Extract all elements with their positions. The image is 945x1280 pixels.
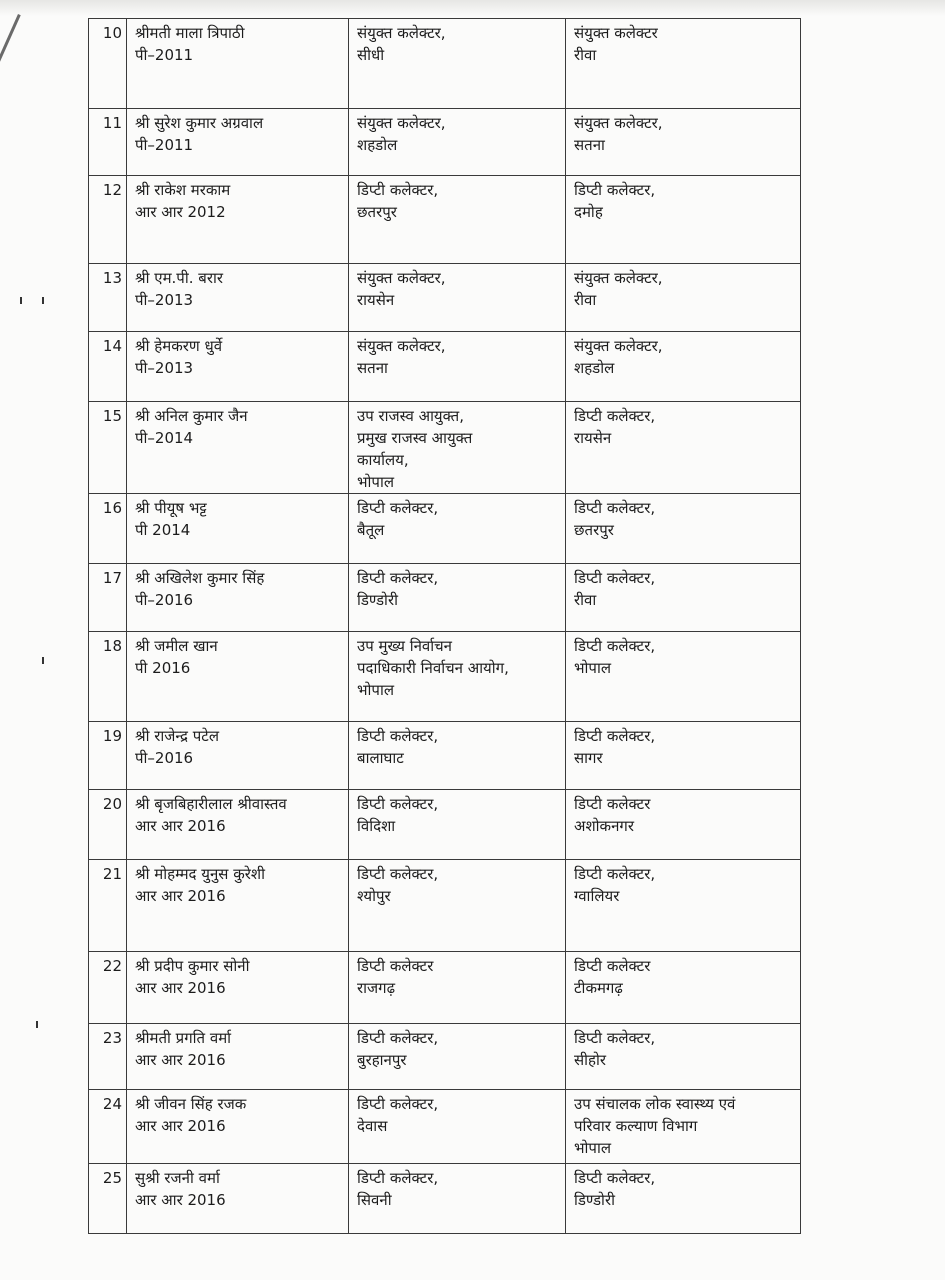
new-posting-cell [566, 494, 801, 564]
serial-number-cell: 22 [89, 952, 127, 1024]
current-posting-line: संयुक्त कलेक्टर, [357, 24, 446, 42]
current-posting-line: संयुक्त कलेक्टर, [357, 269, 446, 287]
current-posting-line: डिप्टी कलेक्टर, [357, 865, 439, 883]
new-posting-line: सीहोर [574, 1051, 607, 1069]
new-posting-line: डिप्टी कलेक्टर, [574, 1029, 656, 1047]
new-posting-cell [566, 1164, 801, 1234]
new-posting-cell [566, 1090, 801, 1164]
current-posting-cell [349, 176, 566, 264]
table-row [89, 402, 801, 494]
new-posting-line: रीवा [574, 291, 597, 309]
page-edge-shadow [0, 0, 945, 16]
table-row [89, 722, 801, 790]
serial-number-cell: 24 [89, 1090, 127, 1164]
new-posting-line: डिप्टी कलेक्टर, [574, 865, 656, 883]
table-row [89, 332, 801, 402]
table-row [89, 494, 801, 564]
new-posting-cell [566, 109, 801, 176]
officer-name: श्री राकेश मरकाम [135, 181, 231, 199]
transfer-table-body [89, 19, 801, 1234]
officer-name: श्री अखिलेश कुमार सिंह [135, 569, 265, 587]
margin-speck [42, 657, 44, 664]
serial-number-cell: 20 [89, 790, 127, 860]
margin-speck [42, 297, 44, 304]
current-posting-line: उप राजस्व आयुक्त, [357, 407, 464, 425]
new-posting-line: संयुक्त कलेक्टर [574, 24, 658, 42]
new-posting-cell [566, 402, 801, 494]
officer-name: श्री मोहम्मद युनुस कुरेशी [135, 865, 265, 883]
current-posting-line: छतरपुर [357, 203, 397, 221]
current-posting-line: सिवनी [357, 1191, 392, 1209]
new-posting-cell [566, 632, 801, 722]
current-posting-cell [349, 332, 566, 402]
officer-batch: आर आर 2016 [135, 1191, 226, 1209]
new-posting-line: डिप्टी कलेक्टर, [574, 499, 656, 517]
serial-number-cell: 18 [89, 632, 127, 722]
officer-batch: आर आर 2016 [135, 1117, 226, 1135]
current-posting-line: बालाघाट [357, 749, 404, 767]
officer-name: श्री जमील खान [135, 637, 218, 655]
new-posting-line: अशोकनगर [574, 817, 634, 835]
current-posting-cell [349, 952, 566, 1024]
new-posting-line: डिप्टी कलेक्टर, [574, 181, 656, 199]
table-row [89, 632, 801, 722]
current-posting-line: डिप्टी कलेक्टर, [357, 795, 439, 813]
table-row [89, 952, 801, 1024]
officer-cell [127, 1164, 349, 1234]
table-row [89, 1164, 801, 1234]
current-posting-cell [349, 402, 566, 494]
current-posting-line: डिप्टी कलेक्टर, [357, 1095, 439, 1113]
serial-number-cell: 19 [89, 722, 127, 790]
paper-fold-mark [0, 14, 21, 97]
new-posting-line: ग्वालियर [574, 887, 620, 905]
current-posting-cell [349, 264, 566, 332]
new-posting-cell [566, 860, 801, 952]
officer-batch: पी 2016 [135, 659, 191, 677]
current-posting-line: बुरहानपुर [357, 1051, 407, 1069]
new-posting-line: संयुक्त कलेक्टर, [574, 114, 663, 132]
officer-cell [127, 1024, 349, 1090]
current-posting-cell [349, 1164, 566, 1234]
new-posting-line: डिप्टी कलेक्टर, [574, 407, 656, 425]
new-posting-cell [566, 790, 801, 860]
current-posting-cell [349, 722, 566, 790]
current-posting-cell [349, 19, 566, 109]
current-posting-line: डिप्टी कलेक्टर, [357, 1029, 439, 1047]
officer-name: श्री हेमकरण धुर्वे [135, 337, 223, 355]
new-posting-line: डिप्टी कलेक्टर, [574, 569, 656, 587]
new-posting-cell [566, 264, 801, 332]
officer-cell [127, 402, 349, 494]
current-posting-line: सतना [357, 359, 388, 377]
serial-number-cell: 25 [89, 1164, 127, 1234]
table-row [89, 860, 801, 952]
new-posting-cell [566, 176, 801, 264]
table-row [89, 1024, 801, 1090]
officer-batch: आर आर 2016 [135, 887, 226, 905]
new-posting-cell [566, 564, 801, 632]
current-posting-line: भोपाल [357, 681, 395, 699]
officer-name: श्री सुरेश कुमार अग्रवाल [135, 114, 264, 132]
current-posting-cell [349, 1024, 566, 1090]
serial-number-cell: 21 [89, 860, 127, 952]
officer-batch: आर आर 2016 [135, 1051, 226, 1069]
serial-number-cell: 23 [89, 1024, 127, 1090]
serial-number-cell: 16 [89, 494, 127, 564]
officer-batch: पी–2011 [135, 136, 194, 154]
current-posting-line: उप मुख्य निर्वाचन [357, 637, 453, 655]
current-posting-line: भोपाल [357, 473, 395, 491]
officer-cell [127, 494, 349, 564]
new-posting-line: डिण्डोरी [574, 1191, 615, 1209]
new-posting-line: उप संचालक लोक स्वास्थ्य एवं [574, 1095, 736, 1113]
officer-batch: पी 2014 [135, 521, 191, 539]
new-posting-cell [566, 952, 801, 1024]
current-posting-line: देवास [357, 1117, 388, 1135]
new-posting-line: डिप्टी कलेक्टर, [574, 727, 656, 745]
current-posting-line: डिप्टी कलेक्टर [357, 957, 434, 975]
officer-batch: पी–2016 [135, 591, 194, 609]
serial-number-cell: 17 [89, 564, 127, 632]
serial-number-cell: 14 [89, 332, 127, 402]
current-posting-cell [349, 632, 566, 722]
current-posting-line: शहडोल [357, 136, 398, 154]
officer-cell [127, 109, 349, 176]
officer-batch: आर आर 2016 [135, 979, 226, 997]
serial-number-cell: 15 [89, 402, 127, 494]
current-posting-line: पदाधिकारी निर्वाचन आयोग, [357, 659, 509, 677]
officer-cell [127, 632, 349, 722]
current-posting-line: सीधी [357, 46, 385, 64]
officer-batch: आर आर 2012 [135, 203, 226, 221]
margin-speck [36, 1021, 38, 1028]
officer-cell [127, 264, 349, 332]
officer-name: श्री पीयूष भट्ट [135, 499, 207, 517]
new-posting-cell [566, 1024, 801, 1090]
new-posting-line: संयुक्त कलेक्टर, [574, 337, 663, 355]
new-posting-cell [566, 332, 801, 402]
current-posting-cell [349, 564, 566, 632]
current-posting-line: राजगढ़ [357, 979, 396, 997]
officer-batch: पी–2016 [135, 749, 194, 767]
new-posting-line: भोपाल [574, 1139, 612, 1157]
officer-batch: पी–2014 [135, 429, 194, 447]
table-row [89, 1090, 801, 1164]
officer-cell [127, 19, 349, 109]
officer-cell [127, 790, 349, 860]
current-posting-line: डिप्टी कलेक्टर, [357, 499, 439, 517]
current-posting-cell [349, 109, 566, 176]
new-posting-line: रायसेन [574, 429, 612, 447]
officer-batch: आर आर 2016 [135, 817, 226, 835]
new-posting-line: शहडोल [574, 359, 615, 377]
table-row [89, 176, 801, 264]
officer-cell [127, 722, 349, 790]
current-posting-line: संयुक्त कलेक्टर, [357, 114, 446, 132]
serial-number-cell: 12 [89, 176, 127, 264]
new-posting-line: सतना [574, 136, 605, 154]
current-posting-line: डिप्टी कलेक्टर, [357, 1169, 439, 1187]
current-posting-cell [349, 790, 566, 860]
table-row [89, 564, 801, 632]
officer-batch: पी–2011 [135, 46, 194, 64]
current-posting-line: बैतूल [357, 521, 385, 539]
margin-speck [20, 297, 22, 304]
current-posting-line: कार्यालय, [357, 451, 409, 469]
new-posting-line: छतरपुर [574, 521, 614, 539]
serial-number-cell: 10 [89, 19, 127, 109]
officer-name: श्री अनिल कुमार जैन [135, 407, 248, 425]
current-posting-line: डिप्टी कलेक्टर, [357, 181, 439, 199]
new-posting-line: डिप्टी कलेक्टर [574, 795, 651, 813]
current-posting-cell [349, 1090, 566, 1164]
new-posting-line: दमोह [574, 203, 603, 221]
new-posting-line: टीकमगढ़ [574, 979, 623, 997]
transfer-table [88, 18, 801, 1234]
new-posting-line: डिप्टी कलेक्टर, [574, 1169, 656, 1187]
new-posting-line: भोपाल [574, 659, 612, 677]
officer-cell [127, 332, 349, 402]
new-posting-cell [566, 722, 801, 790]
officer-name: श्री जीवन सिंह रजक [135, 1095, 247, 1113]
officer-cell [127, 860, 349, 952]
current-posting-line: संयुक्त कलेक्टर, [357, 337, 446, 355]
officer-cell [127, 176, 349, 264]
new-posting-line: रीवा [574, 46, 597, 64]
table-row [89, 19, 801, 109]
new-posting-line: सागर [574, 749, 603, 767]
officer-batch: पी–2013 [135, 359, 194, 377]
new-posting-line: रीवा [574, 591, 597, 609]
current-posting-cell [349, 494, 566, 564]
officer-name: श्रीमती माला त्रिपाठी [135, 24, 245, 42]
officer-batch: पी–2013 [135, 291, 194, 309]
officer-name: श्री प्रदीप कुमार सोनी [135, 957, 250, 975]
current-posting-line: डिप्टी कलेक्टर, [357, 569, 439, 587]
current-posting-line: डिण्डोरी [357, 591, 398, 609]
serial-number-cell: 11 [89, 109, 127, 176]
table-row [89, 264, 801, 332]
current-posting-line: विदिशा [357, 817, 396, 835]
new-posting-line: परिवार कल्याण विभाग [574, 1117, 698, 1135]
serial-number-cell: 13 [89, 264, 127, 332]
officer-name: श्री एम.पी. बरार [135, 269, 223, 287]
new-posting-line: संयुक्त कलेक्टर, [574, 269, 663, 287]
new-posting-line: डिप्टी कलेक्टर, [574, 637, 656, 655]
officer-name: सुश्री रजनी वर्मा [135, 1169, 220, 1187]
table-row [89, 109, 801, 176]
officer-cell [127, 1090, 349, 1164]
current-posting-line: श्योपुर [357, 887, 391, 905]
officer-cell [127, 952, 349, 1024]
officer-cell [127, 564, 349, 632]
new-posting-line: डिप्टी कलेक्टर [574, 957, 651, 975]
officer-name: श्री राजेन्द्र पटेल [135, 727, 220, 745]
table-row [89, 790, 801, 860]
current-posting-line: डिप्टी कलेक्टर, [357, 727, 439, 745]
current-posting-cell [349, 860, 566, 952]
officer-name: श्री बृजबिहारीलाल श्रीवास्तव [135, 795, 287, 813]
current-posting-line: रायसेन [357, 291, 395, 309]
current-posting-line: प्रमुख राजस्व आयुक्त [357, 429, 473, 447]
new-posting-cell [566, 19, 801, 109]
officer-name: श्रीमती प्रगति वर्मा [135, 1029, 232, 1047]
